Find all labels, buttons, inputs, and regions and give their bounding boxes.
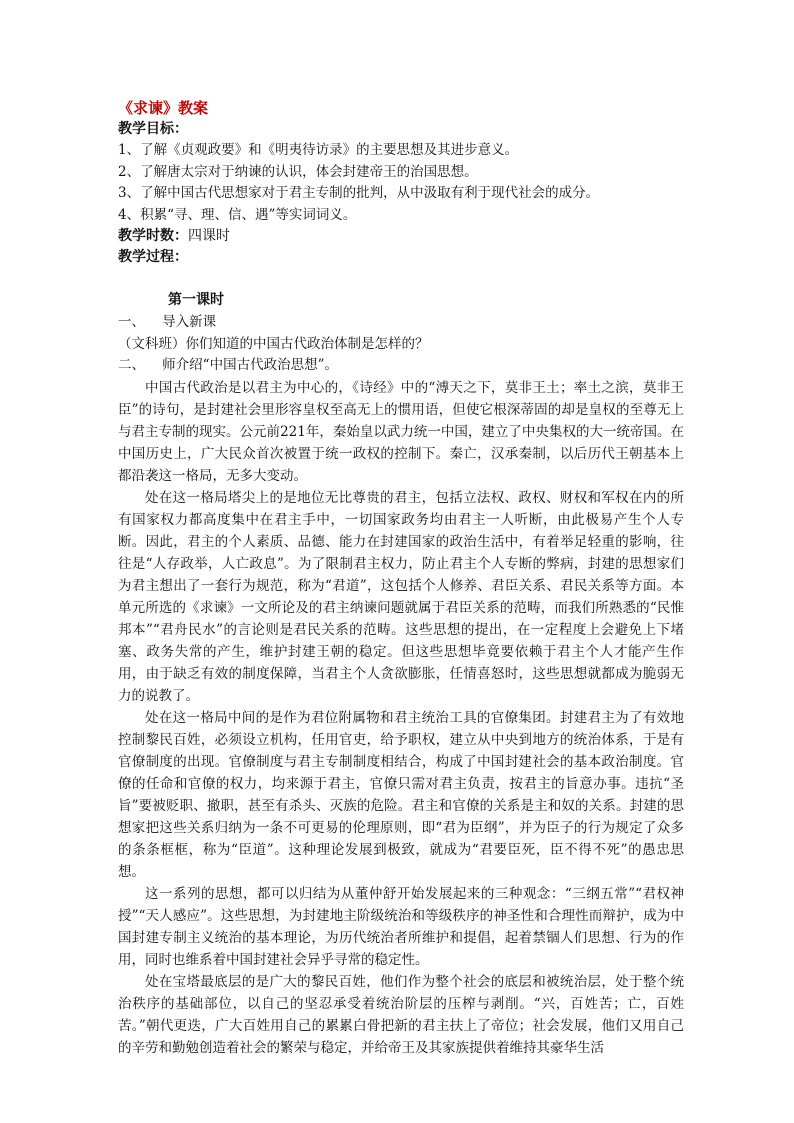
document-page bbox=[118, 98, 684, 1059]
teaching-hours-value: 四课时 bbox=[188, 228, 230, 244]
body-paragraph: 这一系列的思想，都可以归结为从董仲舒开始发展起来的三种观念：“三纲五常”“君权神授”“天人感应”。这些思想，为封建地主阶级统治和等级秩序的神圣性和合理性而辩护，成为中国封建专制主义统治的基本理论，为历代统治者所维护和提倡，起着禁锢人们思想、行为的作用，同时也维系着中国封建社会异乎寻常的稳定性。 bbox=[118, 885, 684, 968]
objectives-heading: 教学目标： bbox=[118, 121, 188, 137]
document-title: 《求谏》教案 bbox=[118, 99, 209, 117]
objective-item: 1、了解《贞观政要》和《明夷待访录》的主要思想及其进步意义。 bbox=[118, 142, 519, 158]
objective-item: 4、积累“寻、理、信、遇”等实词词义。 bbox=[118, 206, 357, 223]
spacer bbox=[118, 268, 684, 288]
teaching-hours bbox=[118, 226, 684, 247]
body-paragraph: 中国古代政治是以君主为中心的，《诗经》中的“溥天之下，莫非王土；率土之滨，莫非王臣”的诗句，是封建社会里形容皇权至高无上的惯用语，但使它根深蒂固的却是皇权的至尊无上与君主专制的现实。公元前221年，秦始皇以武力统一中国，建立了中央集权的大一统帝国。在中国历史上，广大民众首次被置于统一政权的控制下。秦亡，汉承秦制，以后历代王朝基本上都沿袭这一格局，无多大变动。 bbox=[118, 379, 684, 484]
objective-item: 2、了解唐太宗对于纳谏的认识，体会封建帝王的治国思想。 bbox=[118, 163, 478, 180]
teaching-hours-label: 教学时数： bbox=[118, 228, 188, 244]
body-paragraph: 处在这一格局中间的是作为君位附属物和君主统治工具的官僚集团。封建君主为了有效地控制黎民百姓，必须设立机构，任用官吏，给予职权，建立从中央到地方的统治体系，于是有官僚制度的出现。官僚制度与君主专制制度相结合，构成了中国封建社会的基本政治制度。官僚的任命和官僚的权力，均来源于君主，官僚只需对君主负责，按君主的旨意办事。违抗“圣旨”要被贬职、撤职，甚至有杀头、灭族的危险。君主和官僚的关系是主和奴的关系。封建的思想家把这些关系归纳为一条不可更易的伦理原则，即“君为臣纲”，并为臣子的行为规定了众多的条条框框，称为“臣道”。这种理论发展到极致，就成为“君要臣死，臣不得不死”的愚忠思想。 bbox=[118, 709, 684, 880]
lesson-title: 第一课时 bbox=[168, 292, 224, 308]
objective-item: 3、了解中国古代思想家对于君主专制的批判，从中汲取有利于现代社会的成分。 bbox=[118, 185, 600, 201]
process-heading: 教学过程： bbox=[118, 249, 188, 265]
body-paragraph: 处在这一格局塔尖上的是地位无比尊贵的君主，包括立法权、政权、财权和军权在内的所有国家权力都高度集中在君主手中，一切国家政务均由君主一人听断，由此极易产生个人专断。因此，君主的个人素质、品德、能力在封建国家的政治生活中，有着举足轻重的影响，往往是“人存政举，人亡政息”。为了限制君主权力，防止君主个人专断的弊病，封建的思想家们为君主想出了一套行为规范，称为“君道”，这包括个人修养、君臣关系、君民关系等方面。本单元所选的《求谏》一文所论及的君主纳谏问题就属于君臣关系的范畴，而我们所熟悉的“民惟邦本”“君舟民水”的言论则是君民关系的范畴。这些思想的提出，在一定程度上会避免上下堵塞、政务失常的产生，维护封建王朝的稳定。但这些思想毕竟要依赖于君主个人才能产生作用，由于缺乏有效的制度保障，当君主个人贪欲膨胀，任情喜怒时，这些思想就都成为脆弱无力的说教了。 bbox=[118, 489, 684, 704]
body-paragraph: 处在宝塔最底层的是广大的黎民百姓，他们作为整个社会的底层和被统治层，处于整个统治秩序的基础部位，以自己的坚忍承受着统治阶层的压榨与剥削。“兴，百姓苦；亡，百姓苦。”朝代更迭，广大百姓用自己的累累白骨把新的君主扶上了帝位；社会发展，他们又用自己的辛劳和勤勉创造着社会的繁荣与稳定，并给帝王及其家族提供着维持其豪华生活 bbox=[118, 973, 684, 1056]
step-one: 一、 导入新课 bbox=[118, 314, 217, 330]
step-two: 二、 师介绍“中国古代政治思想”。 bbox=[118, 357, 338, 373]
lead-question: （文科班）你们知道的中国古代政治体制是怎样的？ bbox=[118, 335, 429, 352]
